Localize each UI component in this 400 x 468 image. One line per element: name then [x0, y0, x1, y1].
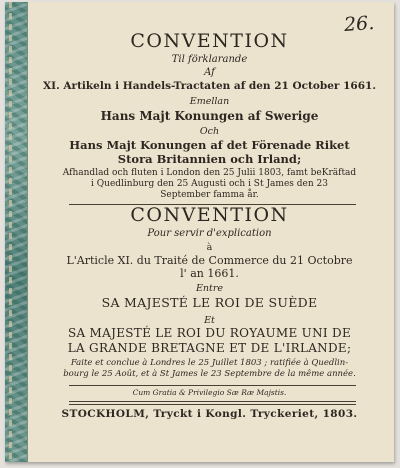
swedish-line-9: Afhandlad och fluten i London den 25 Julii 1803, famt beKräftad — [62, 168, 357, 178]
swedish-line-3: XI. Artikeln i Handels-Tractaten af den 21 October 1661. — [43, 80, 376, 92]
handwritten-folio-number: 26. — [343, 11, 375, 37]
swedish-line-5: Hans Majt Konungen af Swerige — [100, 109, 319, 123]
french-line-9: LA GRANDE BRETAGNE ET DE L'IRLANDE; — [67, 341, 352, 355]
french-line-8: SA MAJESTÉ LE ROI DU ROYAUME UNI DE — [67, 326, 352, 340]
document-page — [5, 2, 394, 462]
french-line-1: Pour servir d'explication — [147, 228, 272, 239]
french-line-10: Faite et conclue à Londres le 25 Juillet 1803 ; ratifiée à Quedlin- — [70, 358, 349, 368]
french-line-7: Et — [204, 315, 215, 326]
swedish-line-2: Af — [204, 67, 215, 78]
swedish-line-7: Hans Majt Konungen af det Förenade Riket — [69, 138, 350, 152]
swedish-line-10: i Quedlinburg den 25 Augusti och i St James den 23 — [91, 179, 328, 189]
swedish-line-11: September famma år. — [160, 190, 259, 200]
imprint-line: STOCKHOLM, Tryckt i Kongl. Tryckeriet, 1803. — [61, 408, 358, 420]
swedish-title: CONVENTION — [130, 30, 289, 52]
french-line-11: bourg le 25 Août, et à St James le 23 Septembre de la même année. — [63, 369, 356, 379]
marbled-spine-edge — [5, 2, 28, 462]
french-line-5: Entre — [195, 283, 224, 294]
french-line-6: SA MAJESTÉ LE ROI DE SUÈDE — [101, 295, 318, 310]
swedish-line-4: Emellan — [189, 96, 230, 107]
french-line-2: à — [206, 242, 213, 253]
french-line-3: L'Article XI. du Traité de Commerce du 21 Octobre — [66, 254, 353, 267]
french-title: CONVENTION — [130, 204, 289, 226]
privilege-bottom-rule — [69, 401, 356, 405]
title-page-content — [31, 2, 388, 462]
french-line-4: l' an 1661. — [180, 267, 239, 280]
privilege-top-rule — [69, 385, 356, 386]
swedish-line-8: Stora Britannien och Irland; — [117, 152, 302, 166]
privilege-line: Cum Gratia & Privilegio Sæ Ræ Majstis. — [132, 388, 287, 397]
swedish-line-1: Til förklarande — [171, 54, 248, 65]
swedish-line-6: Och — [199, 126, 220, 137]
